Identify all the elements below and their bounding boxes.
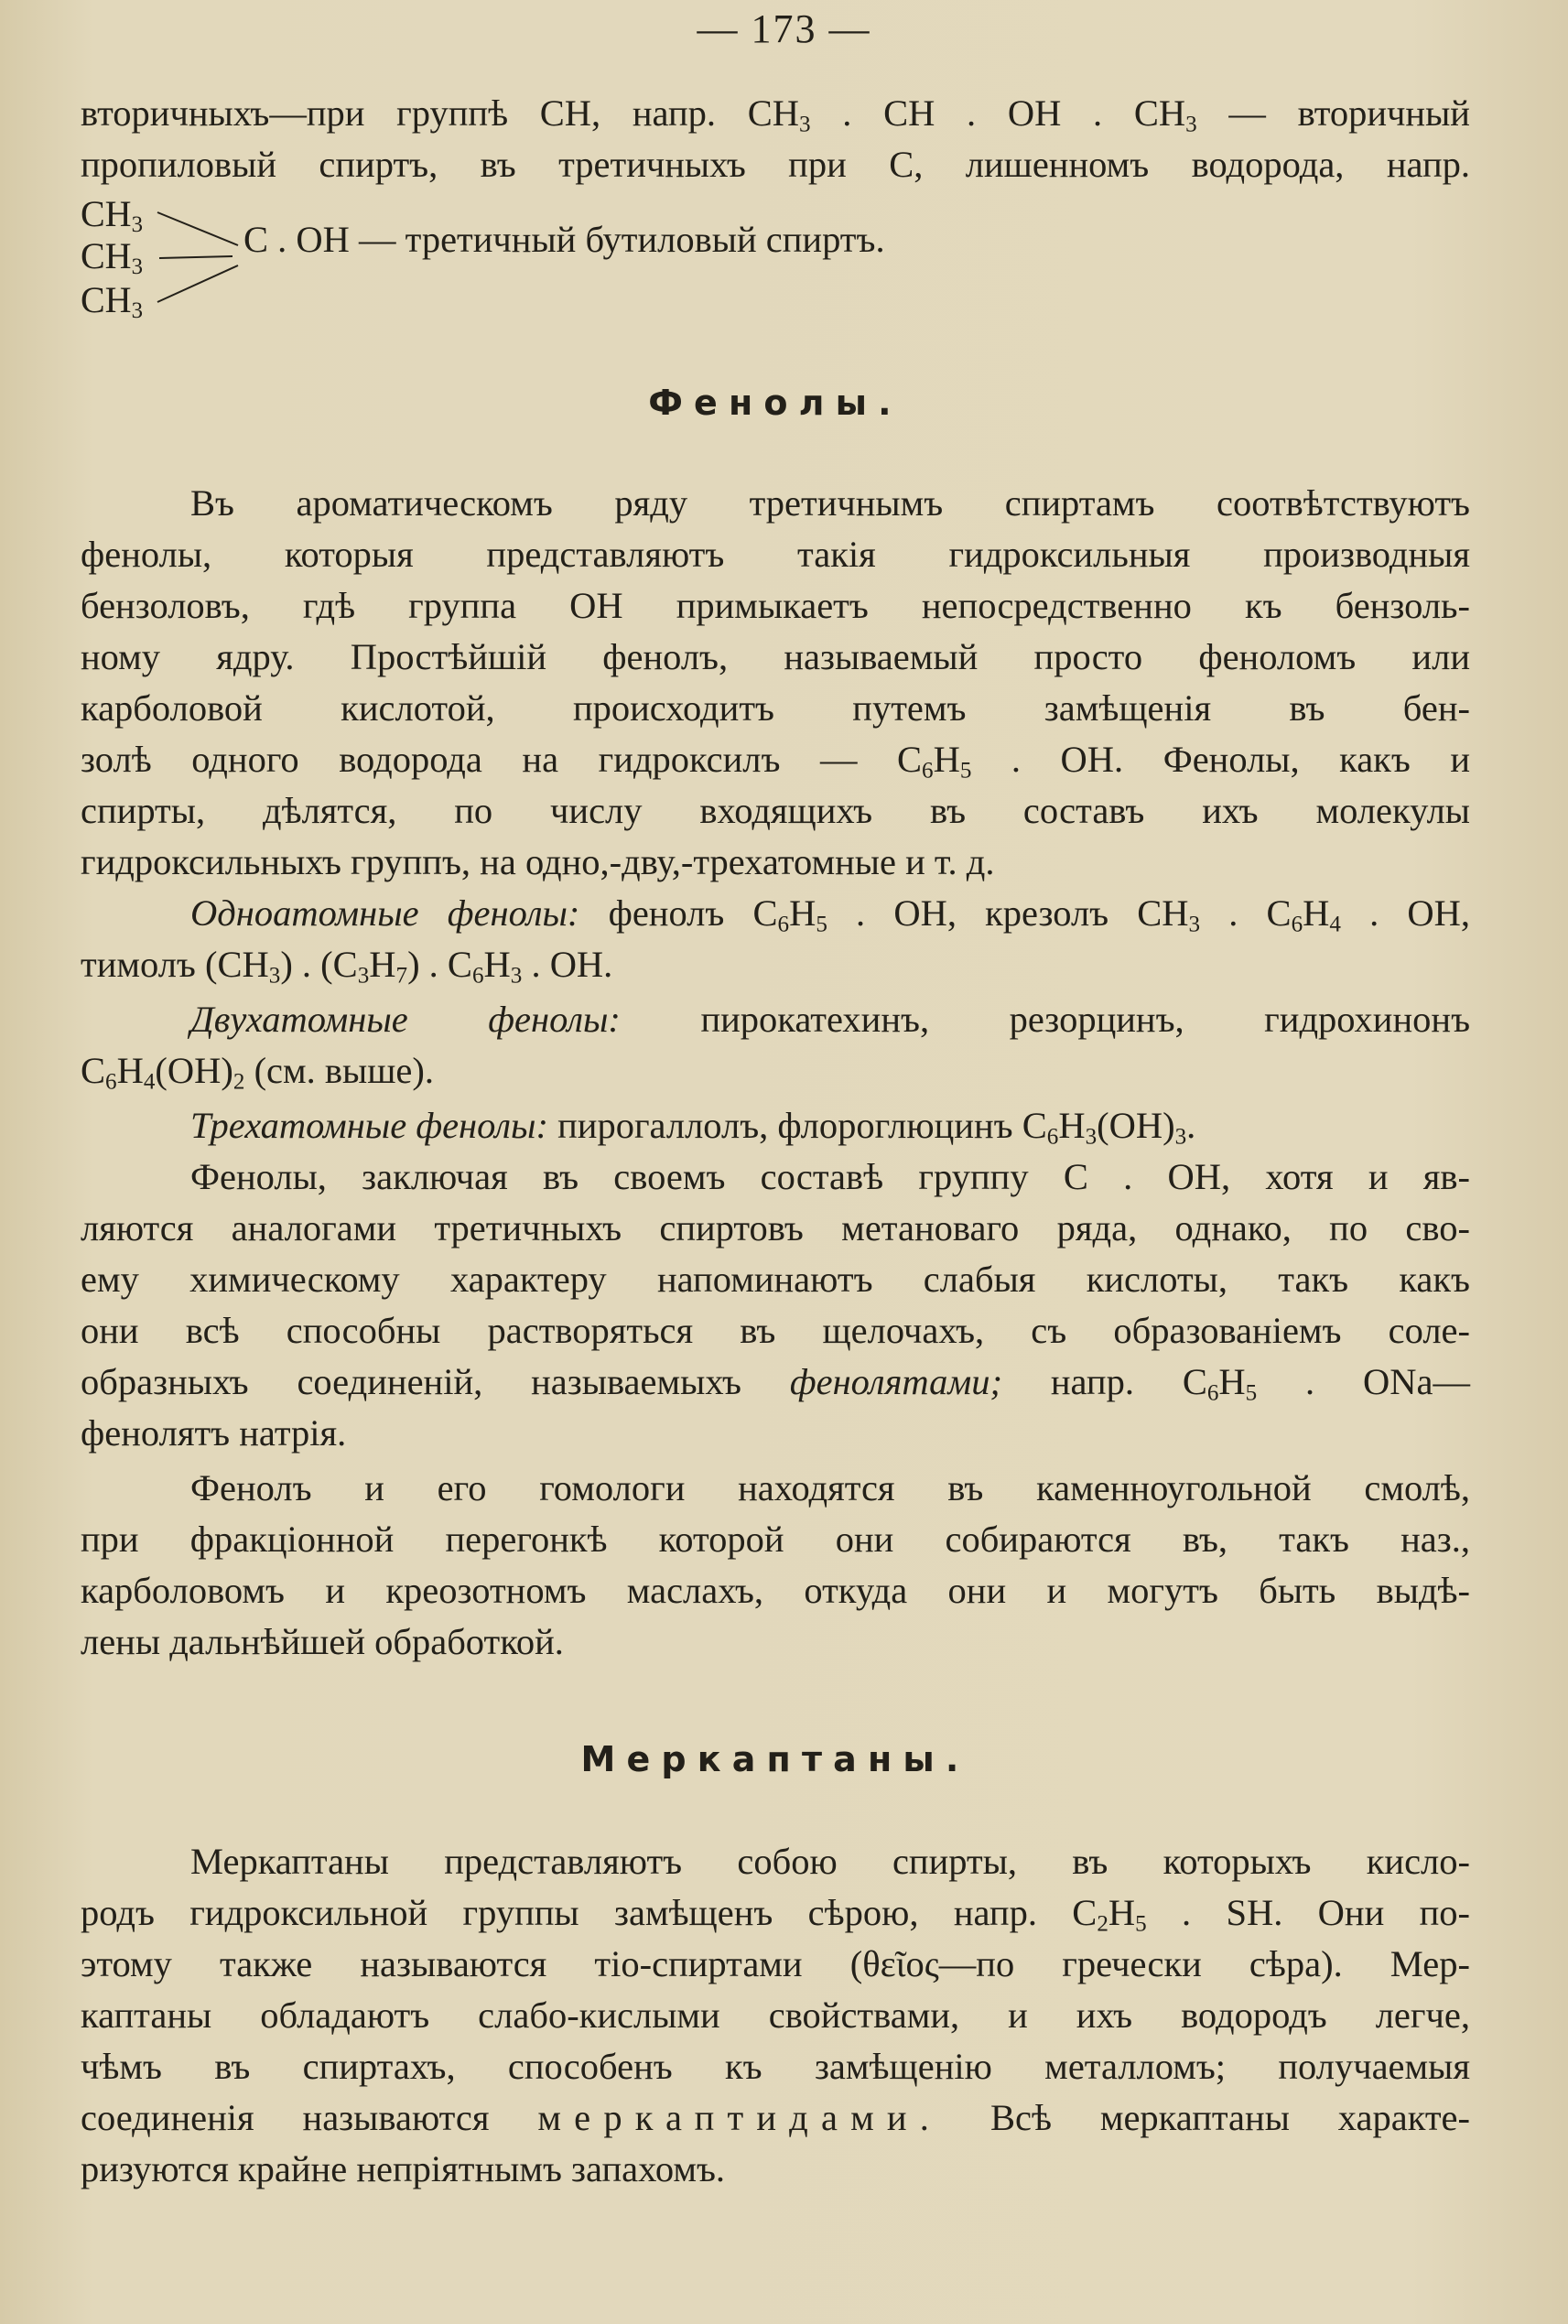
- paragraph-line: ляются аналогами третичныхъ спиртовъ метановаго ряда, однако, по сво-: [81, 1207, 1470, 1248]
- tertiary-butyl-label: C . OH — третичный бутиловый спиртъ.: [243, 219, 885, 260]
- monoatomic-line-2: тимолъ $(CH_3)$ . $(C_3H_7)$ . $C_6H_3$ . OH.: [81, 944, 613, 989]
- paragraph-line: гидроксильныхъ группъ, на одно,-дву,-трехатомные и т. д.: [81, 841, 995, 882]
- mercaptide-text: соединенія называются: [81, 2097, 490, 2138]
- methyl-group: $CH_3$: [81, 193, 143, 238]
- diatomic-examples: пирокатехинъ, резорцинъ, гидрохинонъ: [700, 999, 1471, 1040]
- paragraph-line: Въ ароматическомъ ряду третичнымъ спиртамъ соотвѣтствуютъ: [190, 482, 1470, 524]
- paragraph-line: они всѣ способны растворяться въ щелочахъ, съ образованіемъ соле-: [81, 1310, 1470, 1351]
- paragraph-line: [81, 2092, 1470, 2144]
- paragraph-line: карболовомъ и креозотномъ маслахъ, откуда они и могутъ быть выдѣ-: [81, 1570, 1470, 1611]
- section-heading-mercaptans: Меркаптаны.: [580, 1739, 970, 1779]
- phenolate-term: фенолятами;: [789, 1361, 1002, 1402]
- paragraph-line: фенолятъ натрія.: [81, 1412, 347, 1454]
- intro-line: вторичныхъ—при группѣ CH, напр. $CH_3$ . CH . OH . $CH_3$ — вторичный: [81, 92, 1470, 137]
- paragraph-line: чѣмъ въ спиртахъ, способенъ къ замѣщенію металломъ; получаемыя: [81, 2046, 1470, 2087]
- tert-butyl-formula: [81, 192, 1470, 324]
- paragraph-line: Фенолы, заключая въ своемъ составѣ группу C . OH, хотя и яв-: [190, 1156, 1470, 1197]
- page-body: [81, 88, 1470, 2195]
- paragraph-line: ному ядру. Простѣйшій фенолъ, называемый просто феноломъ или: [81, 636, 1470, 677]
- paragraph-line: Фенолъ и его гомологи находятся въ каменноугольной смолѣ,: [190, 1467, 1470, 1508]
- monoatomic-examples: фенолъ $C_6H_5$ . OH, крезолъ $CH_3$ . $C_6H_4$ . OH,: [608, 892, 1470, 937]
- paragraph-line: при фракціонной перегонкѣ которой они собираются въ, такъ наз.,: [81, 1519, 1470, 1560]
- paragraph-line: фенолы, которыя представляютъ такія гидроксильныя производныя: [81, 534, 1470, 575]
- section-heading-phenols: Фенолы.: [648, 383, 903, 423]
- paragraph-line: ему химическому характеру напоминаютъ слабыя кислоты, такъ какъ: [81, 1259, 1470, 1300]
- triatomic-line: [81, 1100, 1470, 1151]
- paragraph-line: бензоловъ, гдѣ группа OH примыкаетъ непосредственно къ бензоль-: [81, 585, 1470, 626]
- methyl-group: $CH_3$: [81, 235, 143, 280]
- diatomic-line-2: $C_6H_4(OH)_2$ (см. выше).: [81, 1050, 435, 1095]
- diatomic-line: [81, 994, 1470, 1045]
- phenolate-text: образныхъ соединеній, называемыхъ: [81, 1361, 741, 1402]
- paragraph-line: [81, 1357, 1470, 1408]
- page-number: — 173 —: [697, 6, 871, 51]
- methyl-group: $CH_3$: [81, 279, 143, 324]
- paragraph-line: родъ гидроксильной группы замѣщенъ сѣрою, напр. $C_2H_5$ . SH. Они по-: [81, 1892, 1471, 1937]
- mercaptide-term: меркаптидами.: [537, 2097, 943, 2138]
- triatomic-label: Трехатомные фенолы:: [190, 1105, 548, 1146]
- intro-line: пропиловый спиртъ, въ третичныхъ при C, лишенномъ водорода, напр.: [81, 144, 1470, 185]
- paragraph-line: карболовой кислотой, происходитъ путемъ замѣщенія въ бен-: [81, 687, 1470, 729]
- diatomic-label: Двухатомные фенолы:: [190, 999, 621, 1040]
- paragraph-line: каптаны обладаютъ слабо-кислыми свойствами, и ихъ водородъ легче,: [81, 1994, 1470, 2036]
- monoatomic-label: Одноатомные фенолы:: [190, 892, 580, 934]
- paragraph-line: Меркаптаны представляютъ собою спирты, въ которыхъ кисло-: [190, 1841, 1470, 1882]
- paragraph-line: золѣ одного водорода на гидроксилъ — $C_6H_5$ . OH. Фенолы, какъ и: [81, 739, 1470, 784]
- phenolate-example: напр. $C_6H_5$ . ONa—: [1050, 1361, 1470, 1406]
- mercaptide-rest: Всѣ меркаптаны характе-: [989, 2097, 1471, 2138]
- paragraph-line: ризуются крайне непріятнымъ запахомъ.: [81, 2148, 726, 2189]
- triatomic-examples: пирогаллолъ, флороглюцинъ $C_6H_3(OH)_3$.: [557, 1105, 1196, 1150]
- paragraph-line: лены дальнѣйшей обработкой.: [81, 1621, 564, 1662]
- bond-lines: [150, 192, 242, 320]
- monoatomic-line: [81, 888, 1470, 939]
- paragraph-line: спирты, дѣлятся, по числу входящихъ въ составъ ихъ молекулы: [81, 790, 1470, 831]
- paragraph-line: этому также называются тіо-спиртами (θεῖος—по гречески сѣра). Мер-: [81, 1943, 1470, 1984]
